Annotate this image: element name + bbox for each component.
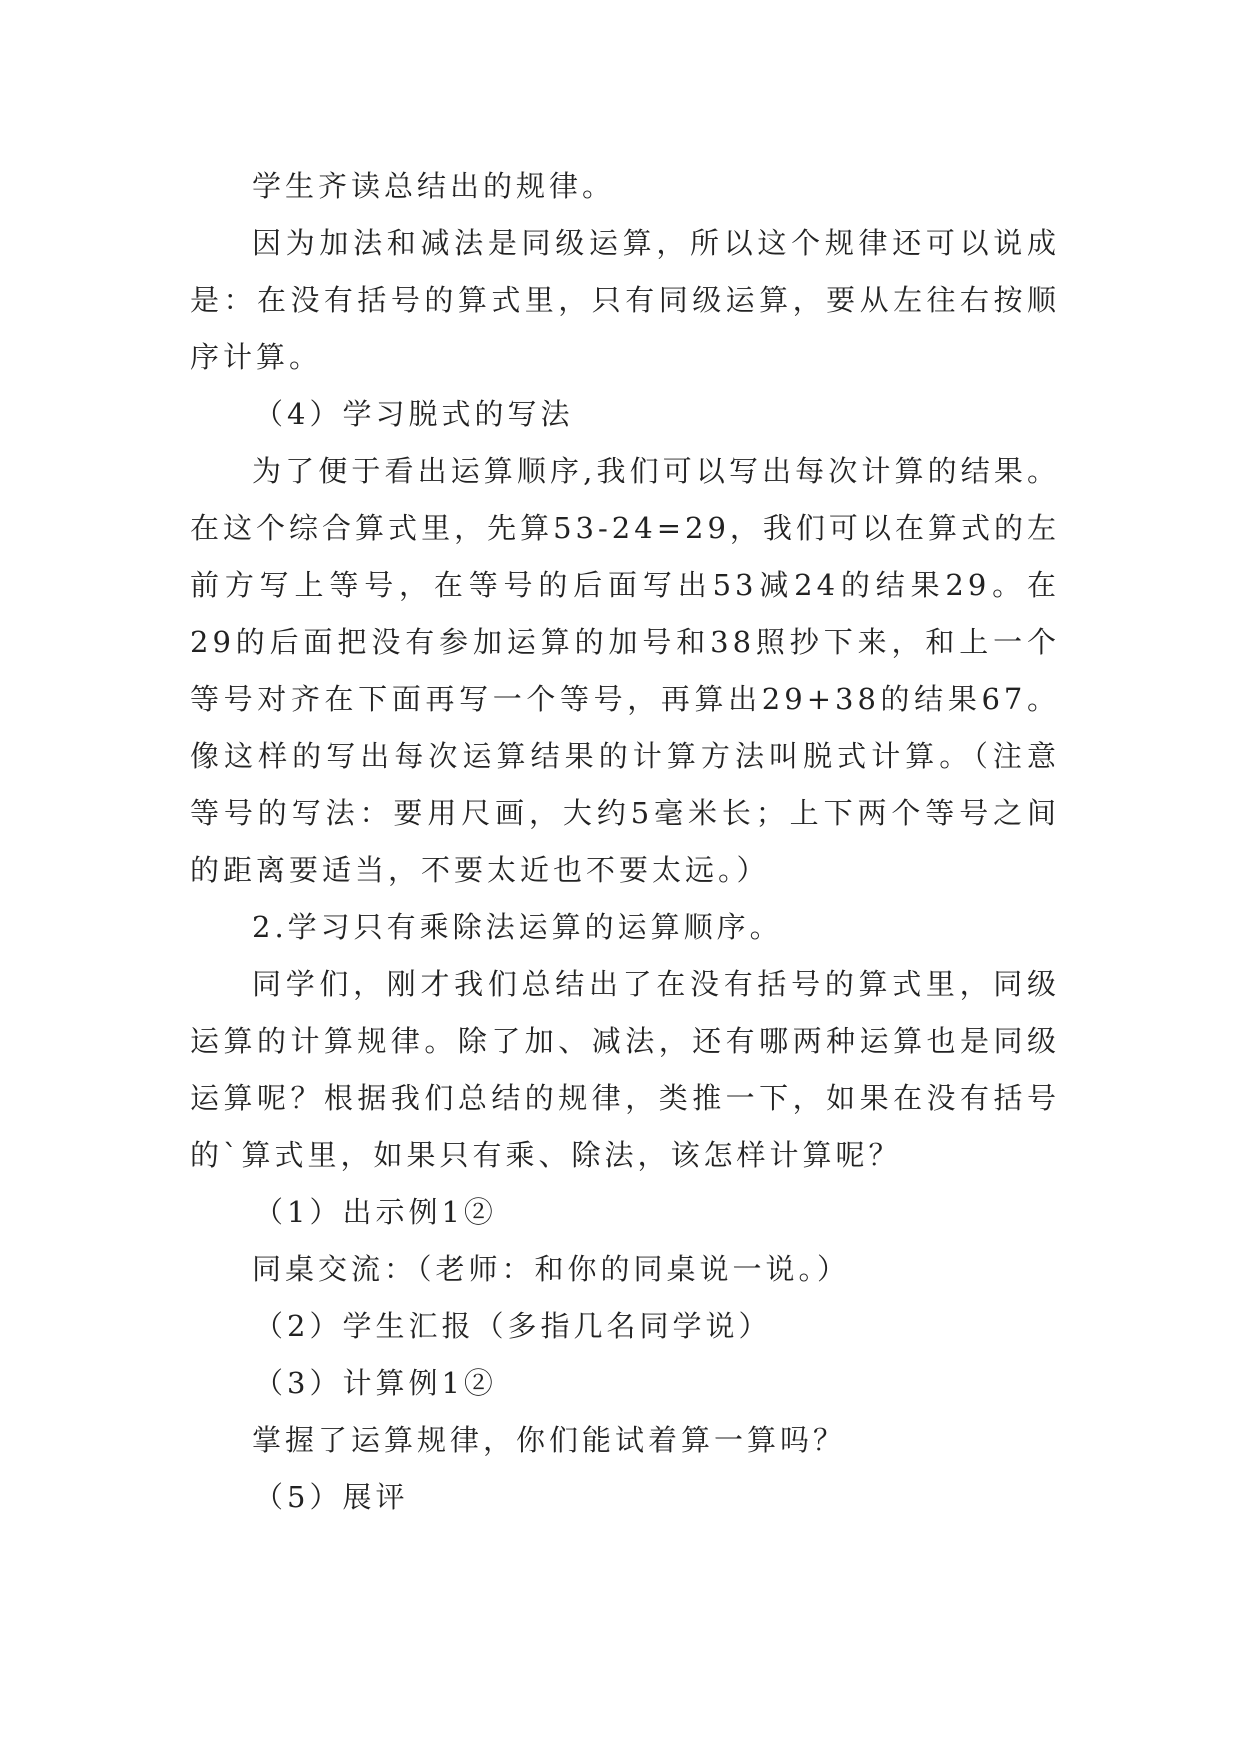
paragraph-3-heading: （4）学习脱式的写法 bbox=[254, 397, 574, 431]
document-page bbox=[190, 158, 1060, 1526]
paragraph-8: 同桌交流：（老师：和你的同桌说一说。） bbox=[252, 1252, 851, 1286]
paragraph-6: 同学们，刚才我们总结出了在没有括号的算式里，同级运算的计算规律。除了加、减法，还有哪两种运算也是同级运算呢？根据我们总结的规律，类推一下，如果在没有括号的`算式里，如果只有乘、除法，该怎样计算呢？ bbox=[190, 967, 1060, 1172]
paragraph-12-heading: （5）展评 bbox=[254, 1480, 409, 1514]
paragraph-11: 掌握了运算规律，你们能试着算一算吗？ bbox=[252, 1423, 847, 1457]
paragraph-7-heading: （1）出示例1② bbox=[254, 1195, 497, 1229]
paragraph-9-heading: （2）学生汇报（多指几名同学说） bbox=[254, 1309, 772, 1343]
paragraph-2: 因为加法和减法是同级运算，所以这个规律还可以说成是：在没有括号的算式里，只有同级运算，要从左往右按顺序计算。 bbox=[190, 226, 1060, 374]
paragraph-5-heading: 2.学习只有乘除法运算的运算顺序。 bbox=[252, 910, 783, 944]
paragraph-1: 学生齐读总结出的规律。 bbox=[252, 169, 616, 203]
paragraph-10-heading: （3）计算例1② bbox=[254, 1366, 497, 1400]
paragraph-4: 为了便于看出运算顺序,我们可以写出每次计算的结果。在这个综合算式里，先算53-24=29，我们可以在算式的左前方写上等号，在等号的后面写出53减24的结果29。在29的后面把没有参加运算的加号和38照抄下来，和上一个等号对齐在下面再写一个等号，再算出29+38的结果67。像这样的写出每次运算结果的计算方法叫脱式计算。（注意等号的写法：要用尺画，大约5毫米长；上下两个等号之间的距离要适当，不要太近也不要太远。） bbox=[190, 454, 1060, 887]
